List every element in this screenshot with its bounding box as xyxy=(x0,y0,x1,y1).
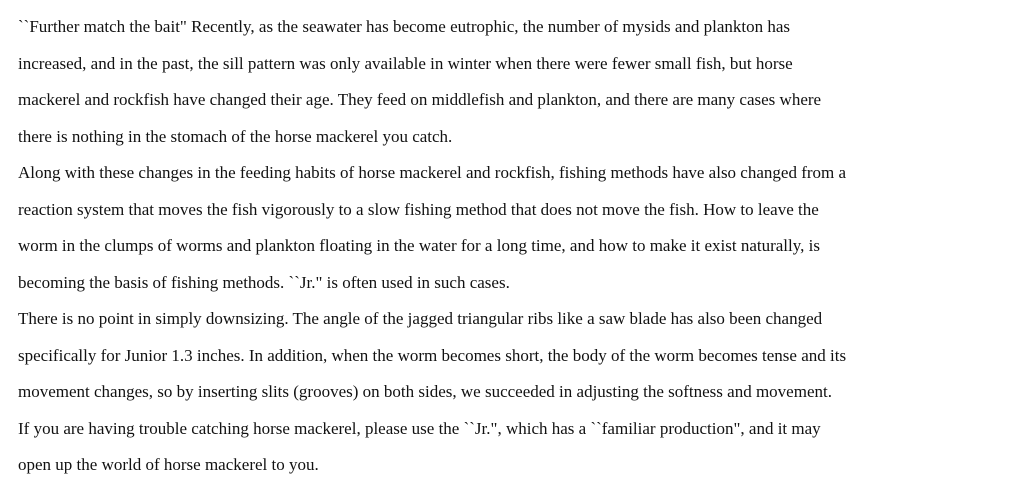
text-line: becoming the basis of fishing methods. ``Jr." is often used in such cases. xyxy=(18,272,510,292)
text-line: reaction system that moves the fish vigorously to a slow fishing method that does not move the fish. How to leave the xyxy=(18,199,819,219)
text-line: there is nothing in the stomach of the horse mackerel you catch. xyxy=(18,126,453,146)
text-line: movement changes, so by inserting slits (grooves) on both sides, we succeeded in adjusting the softness and movement. xyxy=(18,382,832,401)
paragraph-fishing-methods xyxy=(18,155,1018,301)
paragraph-bait-intro xyxy=(18,9,1018,155)
text-line: increased, and in the past, the sill pattern was only available in winter when there were fewer small fish, but horse xyxy=(18,53,793,73)
text-line: Along with these changes in the feeding habits of horse mackerel and rockfish, fishing methods have also changed from a xyxy=(18,163,847,182)
text-line: If you are having trouble catching horse mackerel, please use the ``Jr.", which has a ``familiar production", and it may xyxy=(18,418,821,438)
document-body xyxy=(18,9,1018,484)
text-line: ``Further match the bait" Recently, as the seawater has become eutrophic, the number of mysids and plankton has xyxy=(18,17,791,36)
text-line: worm in the clumps of worms and plankton floating in the water for a long time, and how to make it exist naturally, is xyxy=(18,236,820,255)
text-line: open up the world of horse mackerel to you. xyxy=(18,455,319,474)
text-line: specifically for Junior 1.3 inches. In addition, when the worm becomes short, the body of the worm becomes tense and its xyxy=(18,345,847,365)
text-line: mackerel and rockfish have changed their age. They feed on middlefish and plankton, and there are many cases where xyxy=(18,90,822,109)
paragraph-junior-design xyxy=(18,301,1018,411)
text-line: There is no point in simply downsizing. The angle of the jagged triangular ribs like a saw blade has also been changed xyxy=(18,309,823,328)
paragraph-closing xyxy=(18,411,1018,484)
